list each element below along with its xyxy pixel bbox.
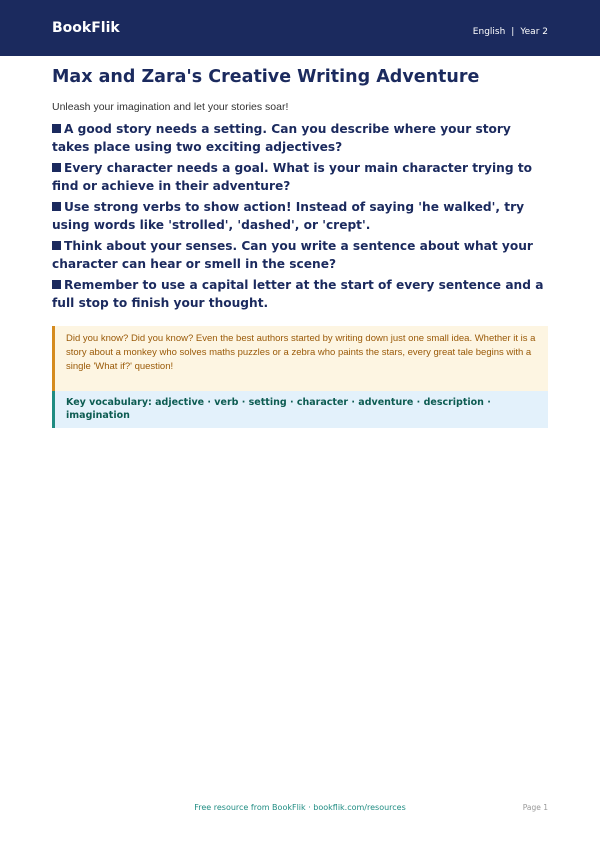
footer-resource-link[interactable]: Free resource from BookFlik · bookflik.com/resources: [194, 803, 406, 812]
page-title: Max and Zara's Creative Writing Adventure: [52, 67, 480, 87]
writing-prompts-list: [52, 121, 552, 316]
brand-logo-text: BookFlik: [52, 20, 120, 36]
prompt-item: [52, 121, 552, 156]
page-header: [0, 0, 600, 56]
header-separator: |: [511, 27, 515, 37]
prompt-text: Every character needs a goal. What is your main character trying to find or achieve in their adventure?: [52, 161, 533, 193]
key-vocabulary-box: [52, 391, 548, 428]
key-vocabulary-text: Key vocabulary: adjective · verb · setting · character · adventure · description · imagination: [66, 397, 491, 421]
square-bullet-icon: [52, 163, 61, 172]
prompt-item: [52, 160, 552, 195]
subject-label: English: [472, 27, 506, 37]
page-number: Page 1: [522, 803, 548, 812]
square-bullet-icon: [52, 124, 61, 133]
prompt-text: A good story needs a setting. Can you describe where your story takes place using two exciting adjectives?: [52, 122, 511, 154]
page-subtitle: Unleash your imagination and let your stories soar!: [52, 101, 289, 113]
year-label: Year 2: [520, 27, 548, 37]
square-bullet-icon: [52, 202, 61, 211]
did-you-know-text: Did you know? Did you know? Even the best authors started by writing down just one small idea. Whether it is a story about a monkey who solves maths puzzles or a zebra who paints the stars, every great tale begins with a single 'What if?' question!: [66, 333, 536, 372]
prompt-text: Use strong verbs to show action! Instead of saying 'he walked', try using words like 'strolled', 'dashed', or 'crept'.: [52, 200, 525, 232]
square-bullet-icon: [52, 241, 61, 250]
header-meta: [473, 26, 548, 38]
prompt-item: [52, 199, 552, 234]
square-bullet-icon: [52, 280, 61, 289]
prompt-item: [52, 277, 552, 312]
prompt-item: [52, 238, 552, 273]
prompt-text: Remember to use a capital letter at the start of every sentence and a full stop to finish your thought.: [52, 278, 544, 310]
prompt-text: Think about your senses. Can you write a sentence about what your character can hear or smell in the scene?: [52, 239, 533, 271]
did-you-know-box: [52, 326, 548, 391]
